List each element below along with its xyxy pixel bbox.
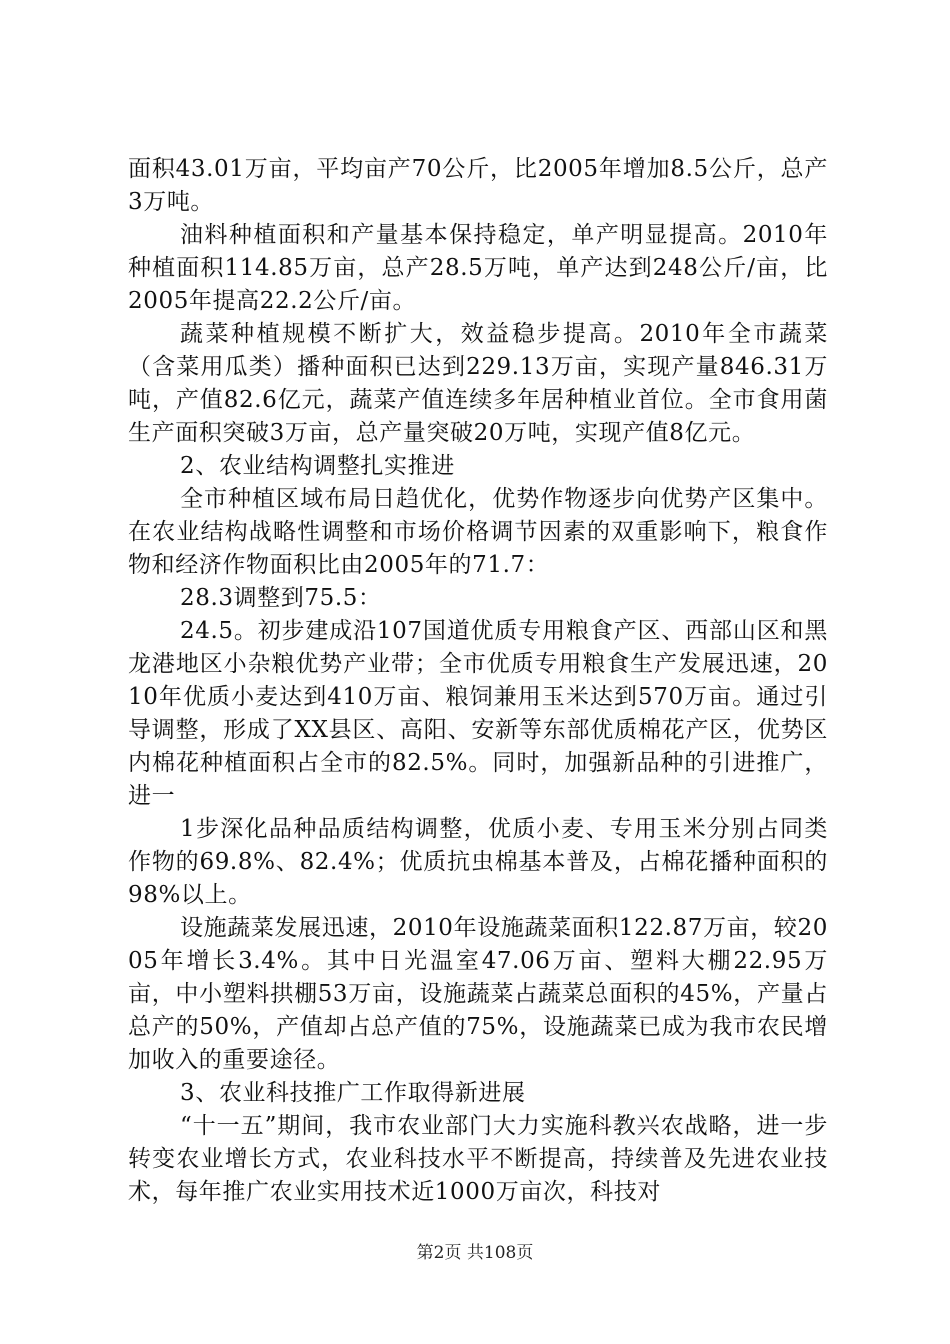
paragraph-9: “十一五”期间，我市农业部门大力实施科教兴农战略，进一步转变农业增长方式，农业科技水平不断提高，持续普及先进农业技术，每年推广农业实用技术近1000万亩次，科技对 (128, 1113, 828, 1205)
paragraph-1: 面积43.01万亩，平均亩产70公斤，比2005年增加8.5公斤，总产3万吨。 (128, 156, 828, 215)
paragraph-5: 28.3调整到75.5： (180, 585, 382, 611)
paragraph-3: 蔬菜种植规模不断扩大，效益稳步提高。2010年全市蔬菜（含菜用瓜类）播种面积已达到229.13万亩，实现产量846.31万吨，产值82.6亿元，蔬菜产值连续多年居种植业首位。全市食用菌生产面积突破3万亩，总产量突破20万吨，实现产值8亿元。 (128, 321, 828, 446)
paragraph-2: 油料种植面积和产量基本保持稳定，单产明显提高。2010年种植面积114.85万亩，总产28.5万吨，单产达到248公斤/亩，比2005年提高22.2公斤/亩。 (128, 222, 828, 314)
document-body (128, 153, 828, 1209)
paragraph-6: 24.5。初步建成沿107国道优质专用粮食产区、西部山区和黑龙港地区小杂粮优势产业带；全市优质专用粮食生产发展迅速，2010年优质小麦达到410万亩、粮饲兼用玉米达到570万亩。通过引导调整，形成了XX县区、高阳、安新等东部优质棉花产区，优势区内棉花种植面积占全市的82.5%。同时，加强新品种的引进推广，进一 (128, 618, 828, 809)
paragraph-8: 设施蔬菜发展迅速，2010年设施蔬菜面积122.87万亩，较2005年增长3.4%。其中日光温室47.06万亩、塑料大棚22.95万亩，中小塑料拱棚53万亩，设施蔬菜占蔬菜总面积的45%，产量占总产的50%，产值却占总产值的75%，设施蔬菜已成为我市农民增加收入的重要途径。 (128, 915, 828, 1073)
paragraph-7: 1步深化品种品质结构调整，优质小麦、专用玉米分别占同类作物的69.8%、82.4%；优质抗虫棉基本普及，占棉花播种面积的98%以上。 (128, 816, 828, 908)
section-heading-2: 2、农业结构调整扎实推进 (180, 453, 455, 479)
section-heading-3: 3、农业科技推广工作取得新进展 (180, 1080, 526, 1106)
page-number-footer: 第2页 共108页 (416, 1243, 534, 1263)
paragraph-4: 全市种植区域布局日趋优化，优势作物逐步向优势产区集中。在农业结构战略性调整和市场价格调节因素的双重影响下，粮食作物和经济作物面积比由2005年的71.7： (128, 486, 828, 578)
